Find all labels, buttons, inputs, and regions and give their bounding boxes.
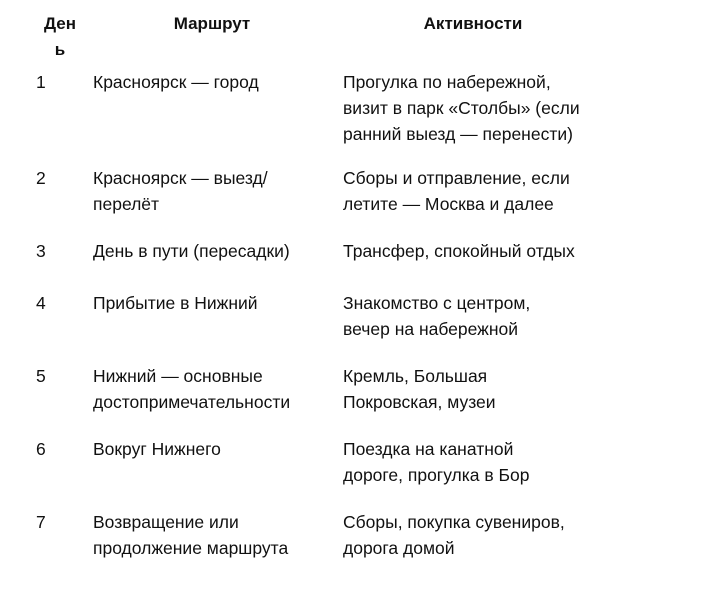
activities-cell: Поездка на канатной дороге, прогулка в Бор (343, 439, 530, 485)
day-cell: 5 (36, 366, 46, 386)
activities-cell: Знакомство с центром, вечер на набережной (343, 293, 531, 339)
header-route: Маршрут (173, 14, 251, 33)
header-day: Ден ь (43, 14, 77, 59)
activities-cell: Кремль, Большая Покровская, музеи (343, 366, 496, 412)
activities-cell: Прогулка по набережной, визит в парк «Столбы» (если ранний выезд — перенести) (343, 72, 580, 144)
activities-cell: Сборы, покупка сувениров, дорога домой (343, 512, 565, 558)
activities-cell: Сборы и отправление, если летите — Москва и далее (343, 168, 570, 214)
route-cell: Прибытие в Нижний (93, 293, 258, 313)
day-cell: 4 (36, 293, 46, 313)
route-cell: Нижний — основные достопримечательности (93, 366, 291, 412)
day-cell: 6 (36, 439, 46, 459)
day-cell: 1 (36, 72, 46, 92)
day-cell: 7 (36, 512, 46, 532)
route-cell: День в пути (пересадки) (93, 241, 290, 261)
route-cell: Красноярск — город (93, 72, 259, 92)
activities-cell: Трансфер, спокойный отдых (343, 241, 575, 261)
route-cell: Вокруг Нижнего (93, 439, 221, 459)
day-cell: 2 (36, 168, 46, 188)
route-cell: Красноярск — выезд/ перелёт (93, 168, 268, 214)
route-cell: Возвращение или продолжение маршрута (93, 512, 289, 558)
header-activities: Активности (423, 14, 523, 33)
day-cell: 3 (36, 241, 46, 261)
table-header (0, 11, 720, 61)
